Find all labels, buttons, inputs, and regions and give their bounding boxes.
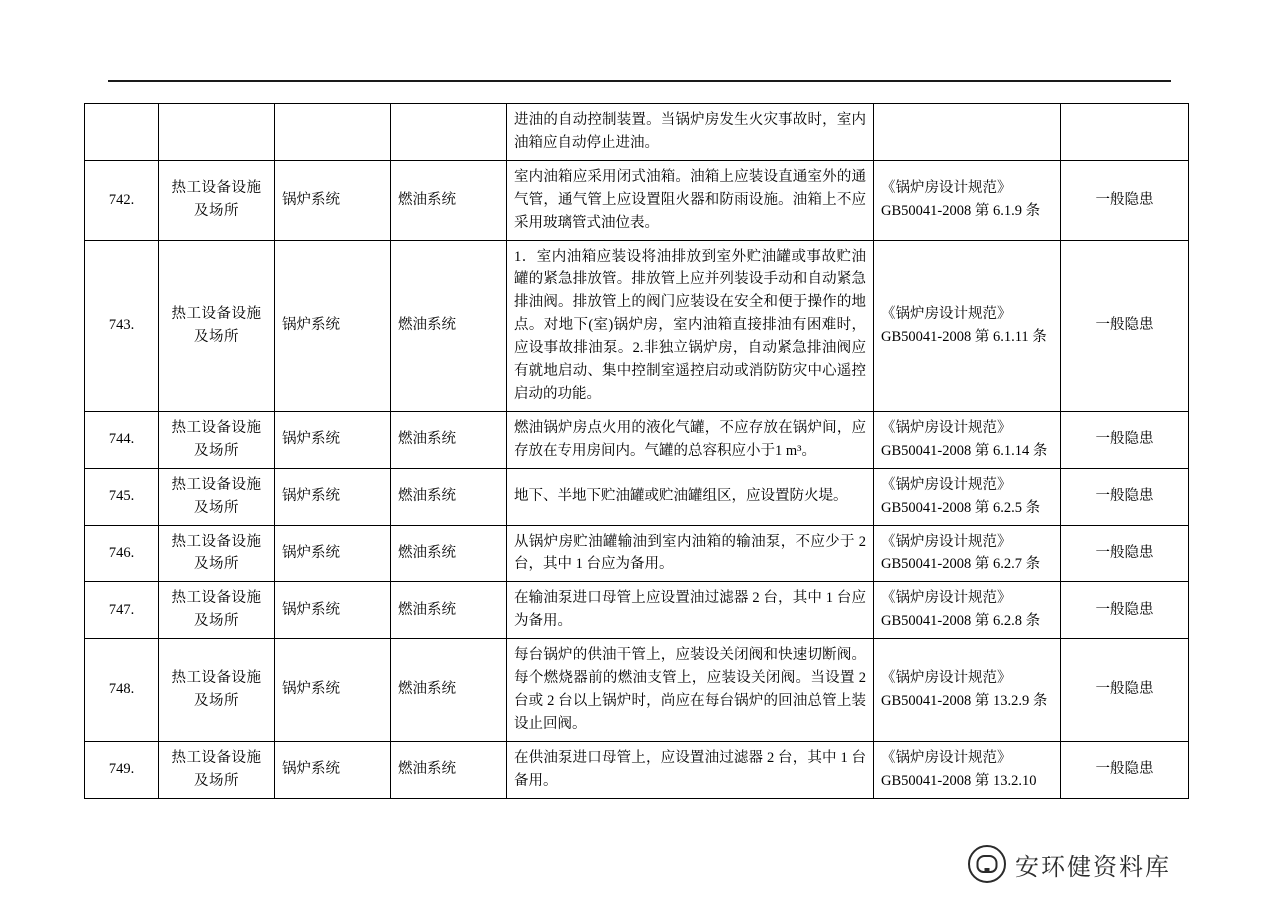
cell-reference [874,240,1061,411]
cell-level: 一般隐患 [1061,582,1189,639]
cell-category [159,582,275,639]
cell-system: 锅炉系统 [275,160,391,240]
cell-number: 744. [85,411,159,468]
table-row [85,411,1189,468]
cell-description: 在供油泵进口母管上，应设置油过滤器 2 台，其中 1 台备用。 [507,741,874,798]
category-line-2: 及场所 [194,613,239,630]
cell-level: 一般隐患 [1061,741,1189,798]
reference-line-2: GB50041-2008 第 6.1.14 条 [881,442,1048,459]
reference-line-1: 《锅炉房设计规范》 [881,305,1012,322]
category-line-1: 热工设备设施 [171,180,262,197]
reference-line-1: 《锅炉房设计规范》 [881,749,1012,766]
category-line-1: 热工设备设施 [171,419,262,436]
cell-reference [874,525,1061,582]
cell-number: 749. [85,741,159,798]
reference-line-1: 《锅炉房设计规范》 [881,419,1012,436]
watermark [968,845,1171,883]
cell-level [1061,104,1189,161]
cell-description: 燃油锅炉房点火用的液化气罐，不应存放在锅炉间，应存放在专用房间内。气罐的总容积应小于1 m³。 [507,411,874,468]
cell-subsystem: 燃油系统 [391,468,507,525]
cell-description: 室内油箱应采用闭式油箱。油箱上应装设直通室外的通气管，通气管上应设置阻火器和防雨设施。油箱上不应采用玻璃管式油位表。 [507,160,874,240]
category-line-1: 热工设备设施 [171,476,262,493]
cell-reference [874,639,1061,742]
cell-category [159,411,275,468]
cell-system: 锅炉系统 [275,525,391,582]
cell-description: 在输油泵进口母管上应设置油过滤器 2 台，其中 1 台应为备用。 [507,582,874,639]
cell-subsystem: 燃油系统 [391,582,507,639]
cell-category [159,468,275,525]
table-row [85,160,1189,240]
reference-line-2: GB50041-2008 第 6.2.8 条 [881,613,1041,630]
cell-level: 一般隐患 [1061,160,1189,240]
cell-reference [874,468,1061,525]
cell-description: 地下、半地下贮油罐或贮油罐组区，应设置防火堤。 [507,468,874,525]
cell-subsystem: 燃油系统 [391,411,507,468]
reference-line-2: GB50041-2008 第 6.1.9 条 [881,203,1041,220]
table-row [85,468,1189,525]
cell-system [275,104,391,161]
cell-level: 一般隐患 [1061,240,1189,411]
cell-number: 747. [85,582,159,639]
cell-system: 锅炉系统 [275,411,391,468]
cell-level: 一般隐患 [1061,468,1189,525]
category-line-1: 热工设备设施 [171,670,262,687]
cell-reference [874,104,1061,161]
category-line-1: 热工设备设施 [171,533,262,550]
cell-level: 一般隐患 [1061,525,1189,582]
cell-category [159,525,275,582]
cell-subsystem: 燃油系统 [391,240,507,411]
cell-level: 一般隐患 [1061,411,1189,468]
category-line-2: 及场所 [194,499,239,516]
watermark-label: 安环健资料库 [1015,854,1171,881]
reference-line-2: GB50041-2008 第 6.1.11 条 [881,328,1047,345]
category-line-2: 及场所 [194,203,239,220]
category-line-2: 及场所 [194,556,239,573]
wechat-account-badge-icon [968,845,1006,883]
cell-system: 锅炉系统 [275,468,391,525]
category-line-1: 热工设备设施 [171,749,262,766]
cell-reference [874,582,1061,639]
cell-system: 锅炉系统 [275,741,391,798]
category-line-1: 热工设备设施 [171,590,262,607]
cell-category [159,741,275,798]
cell-subsystem [391,104,507,161]
cell-number: 746. [85,525,159,582]
cell-reference [874,411,1061,468]
category-line-2: 及场所 [194,692,239,709]
cell-number: 748. [85,639,159,742]
header-rule [108,80,1171,82]
reference-line-2: GB50041-2008 第 13.2.9 条 [881,692,1048,709]
cell-reference [874,160,1061,240]
reference-line-1: 《锅炉房设计规范》 [881,180,1012,197]
reference-line-2: GB50041-2008 第 13.2.10 [881,772,1037,789]
cell-category [159,104,275,161]
cell-number: 743. [85,240,159,411]
cell-subsystem: 燃油系统 [391,160,507,240]
cell-number: 745. [85,468,159,525]
table-row [85,582,1189,639]
cell-system: 锅炉系统 [275,240,391,411]
cell-number [85,104,159,161]
hazard-table [84,103,1189,799]
cell-category [159,639,275,742]
cell-number: 742. [85,160,159,240]
category-line-2: 及场所 [194,442,239,459]
reference-line-1: 《锅炉房设计规范》 [881,670,1012,687]
table-row [85,525,1189,582]
cell-description: 1．室内油箱应装设将油排放到室外贮油罐或事故贮油罐的紧急排放管。排放管上应并列装设手动和自动紧急排油阀。排放管上的阀门应装设在安全和便于操作的地点。对地下(室)锅炉房，室内油箱直接排油有困难时，应设事故排油泵。2.非独立锅炉房，自动紧急排油阀应有就地启动、集中控制室遥控启动或消防防灾中心遥控启动的功能。 [507,240,874,411]
cell-category [159,240,275,411]
cell-system: 锅炉系统 [275,639,391,742]
table-row [85,741,1189,798]
reference-line-2: GB50041-2008 第 6.2.5 条 [881,499,1041,516]
category-line-2: 及场所 [194,772,239,789]
table-row [85,240,1189,411]
cell-reference [874,741,1061,798]
cell-subsystem: 燃油系统 [391,639,507,742]
category-line-1: 热工设备设施 [171,305,262,322]
cell-category [159,160,275,240]
reference-line-2: GB50041-2008 第 6.2.7 条 [881,556,1041,573]
hazard-table-container [84,103,1188,799]
cell-description: 进油的自动控制装置。当锅炉房发生火灾事故时，室内油箱应自动停止进油。 [507,104,874,161]
cell-subsystem: 燃油系统 [391,741,507,798]
cell-description: 每台锅炉的供油干管上，应装设关闭阀和快速切断阀。每个燃烧器前的燃油支管上，应装设关闭阀。当设置 2 台或 2 台以上锅炉时，尚应在每台锅炉的回油总管上装设止回阀。 [507,639,874,742]
cell-subsystem: 燃油系统 [391,525,507,582]
cell-description: 从锅炉房贮油罐输油到室内油箱的输油泵，不应少于 2 台，其中 1 台应为备用。 [507,525,874,582]
table-row [85,639,1189,742]
reference-line-1: 《锅炉房设计规范》 [881,590,1012,607]
cell-system: 锅炉系统 [275,582,391,639]
category-line-2: 及场所 [194,328,239,345]
reference-line-1: 《锅炉房设计规范》 [881,533,1012,550]
reference-line-1: 《锅炉房设计规范》 [881,476,1012,493]
cell-level: 一般隐患 [1061,639,1189,742]
table-row [85,104,1189,161]
